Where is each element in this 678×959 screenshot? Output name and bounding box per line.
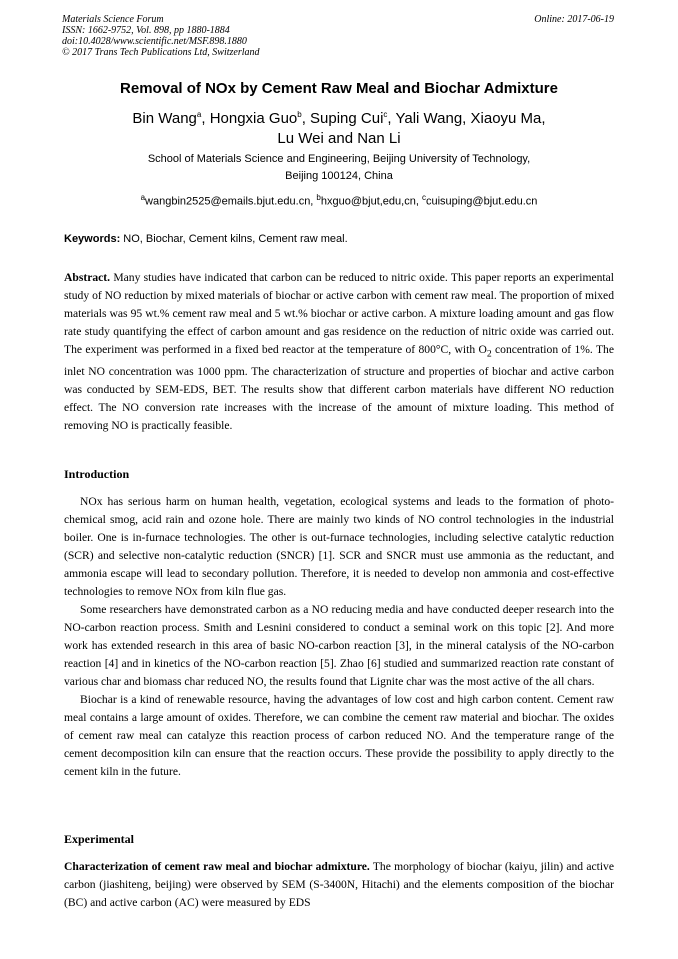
introduction-body [64, 493, 614, 781]
paragraph-text: The morphology of biochar (kaiyu, jilin) and active carbon (jiashiteng, beijing) were observed by SEM (S-3400N, Hitachi) and the elements composition of the biochar (BC) and active carbon (AC) were measured by EDS [64, 860, 614, 909]
keywords-text: NO, Biochar, Cement kilns, Cement raw meal. [120, 233, 348, 245]
abstract-text: concentration of 1%. The inlet NO concentration was 1000 ppm. The characterization of structure and properties of biochar and active carbon was conducted by SEM-EDS, BET. The results show that different carbon materials have different NO reduction effect. The NO conversion rate increases with the increase of the amount of mixture loading. This method of removing NO is practically feasible. [64, 343, 614, 433]
email-sup: a [140, 193, 146, 202]
subsection-heading: Characterization of cement raw meal and biochar admixture. [64, 860, 370, 873]
affiliation-line: Beijing 100124, China [285, 170, 393, 182]
keywords [64, 233, 348, 245]
email-link: hxguo@bjut,edu,cn, [320, 195, 422, 208]
author-name: , Yali Wang, Xiaoyu Ma, [387, 110, 546, 127]
author-name: Bin Wang [132, 110, 197, 127]
paragraph: NOx has serious harm on human health, vegetation, ecological systems and leads to the formation of photo-chemical smog, acid rain and ozone hole. There are mainly two kinds of NO control technologies in the industrial boiler. One is in-furnace technologies. The other is out-furnace technologies, including selective catalytic reduction (SCR) and selective non-catalytic reduction (SNCR) [1]. SCR and SNCR must use ammonia as the reductant, and ammonia escape will lead to secondary pollution. Therefore, it is needed to develop non ammonia and cost-effective technologies to remove NOx from kiln flue gas. [64, 495, 614, 598]
author-name: , Hongxia Guo [201, 110, 298, 127]
author-sup: a [196, 110, 202, 119]
journal-header [62, 14, 260, 58]
paper-title: Removal of NOx by Cement Raw Meal and Biochar Admixture [120, 80, 558, 97]
affiliation [80, 151, 598, 185]
email-link: cuisuping@bjut.edu.cn [425, 195, 538, 208]
experimental-body [64, 858, 614, 912]
author-line-2: Lu Wei and Nan Li [277, 130, 401, 147]
abstract-label: Abstract. [64, 271, 111, 284]
affiliation-line: School of Materials Science and Engineering, Beijing University of Technology, [147, 153, 531, 165]
issn: ISSN: 1662-9752, Vol. 898, pp 1880-1884 [62, 25, 230, 36]
paragraph: Biochar is a kind of renewable resource, having the advantages of low cost and high carbon content. Cement raw meal contains a large amount of oxides. Therefore, we can combine the cement raw material and biochar. The oxides of cement raw meal can catalyze this reaction process of carbon reduced NO. And the temperature range of the cement decomposition kiln can ensure that the reaction occurs. These provide the possibility to apply directly to the cement kiln in the future. [64, 693, 614, 778]
section-heading-experimental: Experimental [64, 832, 134, 846]
keywords-label: Keywords: [64, 233, 121, 245]
paragraph: Some researchers have demonstrated carbon as a NO reducing media and have conducted deeper research into the NO-carbon reaction process. Smith and Lesnini considered to conduct a seminal work on this topic [2]. And more work has extended research in this area of basic NO-carbon reaction [3], in the mineral catalysis of the NO-carbon reaction [4] and in kinetics of the NO-carbon reaction [5]. Zhao [6] studied and summarized reaction rate constant of various char and biomass char reduced NO, the results found that Lignite char was the most active of the all chars. [64, 603, 614, 688]
email-sup: c [421, 193, 426, 202]
subscript: 2 [486, 348, 492, 360]
doi: doi:10.4028/www.scientific.net/MSF.898.1880 [62, 36, 247, 47]
author-emails [60, 193, 618, 208]
abstract-text: Many studies have indicated that carbon can be reduced to nitric oxide. This paper reports an experimental study of NO reduction by mixed materials of biochar or active carbon with cement raw meal. The proportion of mixed materials was 95 wt.% cement raw meal and 5 wt.% biochar or active carbon. A mixture loading amount and gas flow rate study quantifying the effect of carbon amount and gas residence on the reduction of nitric oxide was carried out. The experiment was performed in a fixed bed reactor at the temperature of 800°C, with O [64, 271, 614, 356]
author-list [80, 105, 598, 149]
journal-name: Materials Science Forum [62, 14, 164, 25]
copyright: © 2017 Trans Tech Publications Ltd, Switzerland [62, 47, 260, 58]
author-sup: b [297, 110, 302, 119]
author-sup: c [383, 110, 388, 119]
abstract [64, 269, 614, 435]
email-sup: b [316, 193, 321, 202]
author-name: , Suping Cui [301, 110, 384, 127]
email-link: wangbin2525@emails.bjut.edu.cn, [145, 195, 317, 208]
section-heading-introduction: Introduction [64, 467, 130, 481]
online-date: Online: 2017-06-19 [534, 14, 614, 25]
